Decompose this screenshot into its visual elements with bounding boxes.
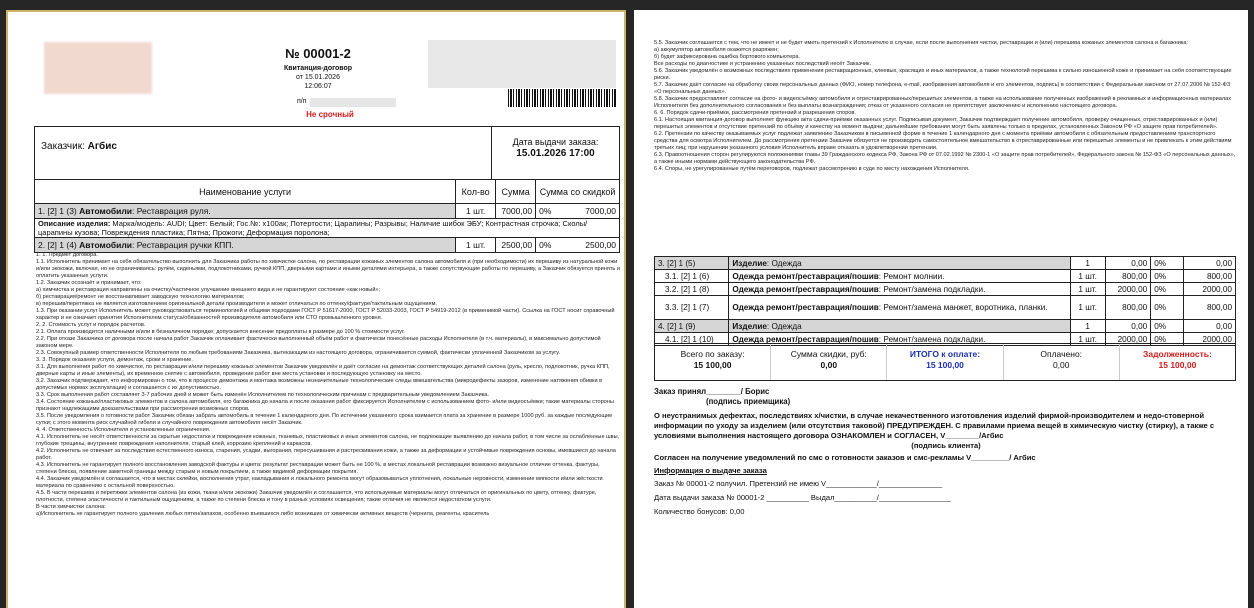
pct-cell: 0% [1151,296,1184,320]
row-category: Одежда ремонт/реставрация/пошив [732,284,879,294]
totals-box [654,343,1236,381]
terms-paragraph: 6.2. Претензии по качеству оказываемых услуг подлежат заявлению Заказчиком в письменной форме в течение 1 календарного дня с момента приёмки автомобиля с обязательным предоставлением транспортного средства для осмотра Исполнителем. До рассмотрения претензии Заказчик обязуется не производить самостоятельное вмешательство в отреставрированные или перешитые элементы и не привлекать к этим действиям третьих лиц; при нарушении указанного условия Исполнитель вправе отказать в удовлетворении претензии. [654,131,1232,151]
to-pay-cell [887,344,1003,380]
terms-paragraph: 2.1. Оплата производится наличными и/или в безналичном порядке; допускается внесение предоплаты в размере до 100 % стоимости услуг. [36,329,405,335]
bonus-line: Количество бонусов: 0,00 [654,507,745,516]
header-qty: Кол-во [456,180,496,204]
terms-paragraph: 3.3. Срок выполнения работ составляет 3-7 рабочих дней и может быть изменён Исполнителем по технологическим причинам с предварительным уведомлением Заказчика. [36,392,489,398]
terms-paragraph: Все расходы по диагностике и устранению указанных последствий несёт Заказчик. [654,61,872,67]
row-service: : Ремонт/замена манжет, воротника, планки. [878,302,1048,312]
terms-paragraph: 2.2. При отказе Заказчика от договора после начала работ Заказчик оплачивает фактически выполненный объём работ и фактически понесённые расходы Исполнителя (в т.ч. материалы), в максимально допустимой законом мере. [36,336,601,349]
contract-terms-page-2 [654,40,1236,173]
sum-cell: 800,00 [1105,270,1150,283]
discount-total: 2500,00 [585,240,616,250]
total-cell [655,344,771,380]
row-code-cell [655,283,729,296]
row-number: 3. [658,258,665,268]
service-name-cell [729,257,1070,270]
total-label: Всего по заказу: [680,349,745,359]
service-name-cell [35,238,456,253]
qty-cell: 1 [1070,320,1105,333]
row-code: [2] 1 (3) [47,206,77,216]
terms-paragraph: 5.6. Заказчик уведомлён о возможных последствиях применения реставрационных, клеевых, красящих и иных материалов, а также технологий перешива к сильно изношенной коже и принимает на себя соответствующие риски. [654,68,1232,81]
service-name-cell [729,320,1070,333]
item-description [35,219,620,238]
warning-text: О неустранимых дефектах, последствиях х/чистки, в случае некачественного изготовления изделий фирмой-производителем и недо-стоверной информации по уходу за изделием (или отсутствия таковой) ПРЕДУПРЕЖДЕН. С правилами приема вещей в химическую чистку (стирку), а также с условиями выполнения настоящего договора ОЗНАКОМЛЕН и СОГЛАСЕН, V________/Агбис [654,411,1215,440]
row-service: : Ремонт/замена подкладки. [878,334,986,344]
terms-paragraph: 2. 2. Стоимость услуг и порядок расчетов. [36,322,146,328]
services-table-2 [654,256,1236,346]
row-service: : Одежда [766,258,802,268]
terms-paragraph: 1.1. Исполнитель принимает на себя обязательство выполнить для Заказчика работы по химчистке салона, по реставрации кожаных элементов салона автомобиля и (при необходимости) их перешиву из натуральной кожи и/или экокожи, включая, но не ограничиваясь: рулём, сиденьями, подлокотниками, ручкой КПП, дверными картами и иными деталями интерьера, а также сопутствующие работы по перешиву, а Заказчик обязуется принять и оплатить указанные услуги. [36,259,621,279]
row-number: 3.3. [665,303,679,312]
service-name-cell [35,204,456,219]
paid-cell [1004,344,1120,380]
description-text: Марка/модель: AUDI; Цвет: Белый; Гос.№: x100ак; Потертости; Царапины; Разрывы; Наличие шибок ЭБУ; Контрастная строчка; Сколы/царапины кузова; Повреждения пластика; Пятна; Прожоги; Деформация поролона; [38,219,588,237]
sum-cell: 0,00 [1105,320,1150,333]
header-service: Наименование услуги [35,180,456,204]
terms-paragraph: а) аккумулятор автомобиля окажется разряжен; [654,47,779,53]
document-number: № 00001-2 [285,46,351,61]
table-row [655,296,1236,320]
terms-paragraph: 1. 1. Предмет договора. [36,252,98,258]
client-signature-label: (подпись клиента) [911,441,981,450]
row-category: Автомобили [79,240,132,250]
issue-date-label: Дата выдачи заказа: [512,137,599,147]
item-description-row [35,219,620,238]
row-code: [2] 1 (9) [667,321,696,331]
description-label: Описание изделия: [38,219,111,228]
row-service: : Ремонт молнии. [878,271,945,281]
services-table [34,179,620,253]
sum-cell: 800,00 [1105,296,1150,320]
row-category: Одежда ремонт/реставрация/пошив [732,271,879,281]
table-header-row [35,180,620,204]
receipt-page-2 [634,10,1248,608]
qty-cell: 1 шт. [1070,270,1105,283]
terms-paragraph: 1.2. Заказчик осознаёт и принимает, что: [36,280,142,286]
sum-cell: 0,00 [1105,257,1150,270]
sum-cell: 2000,00 [1105,283,1150,296]
pct-cell: 0% [1151,333,1184,346]
barcode [508,89,616,107]
pct-cell: 0% [1151,270,1184,283]
terms-paragraph: 6.3. Правоотношения сторон регулируются положениями главы 39 Гражданского кодекса РФ, Закона РФ от 07.02.1992 № 2300-1 «О защите прав потребителей», Федерального закона № 152-ФЗ «О персональных данных», а также иными нормами действующего законодательства РФ. [654,152,1236,165]
row-service: : Реставрация руля. [132,206,211,216]
terms-paragraph: 4.4. Заказчик уведомлён и соглашается, что в местах склейки, восполнения утрат, накладывания и локального ремонта могут образовываться уплотнения, локальные неровности, изменение мягкости и/или жёсткости материала по сравнению с остальной поверхностью. [36,476,603,489]
total-value: 15 100,00 [693,360,732,370]
np-label: п/п [297,98,307,105]
row-category: Изделие [732,258,767,268]
table-row [655,257,1236,270]
row-code: [2] 1 (10) [680,334,714,344]
header-sum: Сумма [496,180,536,204]
received-line: Заказ № 00001-2 получил. Претензий не имею V____________/_______________ [654,479,943,488]
discount-cell [536,204,620,219]
terms-paragraph: 3.4. Состояние кожаных/пластиковых элементов и салона автомобиля, его багажника до начала и после оказания работ фиксируется Исполнителем с использованием фото- и/или видеосъёмки; такие материалы стороны признают надлежащими доказательствами при рассмотрении возможных споров. [36,399,614,412]
customer-box [34,126,620,180]
terms-paragraph: 2.3. Совокупный размер ответственности Исполнителя по любым требованиям Заказчика, вытекающим из настоящего договора, ограничивается суммой, фактически уплаченной Заказчиком за услугу. [36,350,561,356]
sms-consent: Согласен на получение уведомлений по смс о готовности заказов и смс-рекламы V_________/ Агбис [654,453,1036,462]
pct-cell: 0% [1151,320,1184,333]
row-number: 2. [38,240,46,250]
receipt-page-1 [6,10,626,608]
total-cell: 2000,00 [1184,333,1236,346]
to-pay-value: 15 100,00 [926,360,964,370]
row-number: 1. [38,206,46,216]
to-pay-label: ИТОГО к оплате: [909,349,981,359]
total-cell: 2000,00 [1184,283,1236,296]
total-cell: 800,00 [1184,296,1236,320]
row-code: [2] 1 (8) [680,284,710,294]
paid-label: Оплачено: [1040,349,1083,359]
table-row [655,320,1236,333]
terms-paragraph: 3. 3. Порядок оказания услуги, демонтаж, сроки и хранение. [36,357,193,363]
terms-paragraph: в) перешив/перетяжка не является изготовлением оригинальной детали производителя и может отличаться по оттенку/фактуре/тактильным ощущениям. [36,301,437,307]
issue-date-value: 15.01.2026 17:00 [516,148,595,159]
row-service: : Ремонт/замена подкладки. [878,284,986,294]
row-service: : Реставрация ручки КПП. [132,240,234,250]
terms-paragraph: 1.3. При оказании услуг Исполнитель может руководствоваться терминологией и общими подходами ГОСТ Р 51617-2000, ГОСТ Р 52033-2003, ГОСТ Р 54919-2012 (в применимой части). Ссылка на ГОСТ носит справочный характер и не означает принятия Исполнителем статуса/обязанностей производителя автомобиля или СТО промышленного уровня. [36,308,615,321]
debt-value: 15 100,00 [1158,360,1197,370]
row-code-cell [655,320,729,333]
debt-label: Задолженность: [1143,349,1212,359]
service-name-cell [729,270,1070,283]
company-info-redacted [428,40,616,88]
table-row [655,270,1236,283]
terms-paragraph: 6.1. Настоящая квитанция-договор выполняет функцию акта сдачи-приёмки оказанных услуг. Подписывая документ, Заказчик подтверждает получение автомобиля, проверку очищенных, отреставрированных и (или) перешитых элементов и отсутствие претензий по объёму и качеству на момент выдачи; дальнейшие требования могут быть заявлены только в пределах, установленных Законом РФ «О защите прав потребителей». [654,117,1218,130]
document-date: от 15.01.2026 [296,74,340,81]
document-type: Квитанция-договор [283,65,353,72]
issue-date-line: Дата выдачи заказа № 00001-2 __________ Выдал__________/_________________ [654,493,951,502]
accepted-sub: (подпись приемщика) [706,397,791,406]
customer-label: Заказчик: [41,141,85,152]
urgency-label: Не срочный [306,110,354,119]
logo-redacted [44,42,152,94]
row-code: [2] 1 (4) [47,240,77,250]
row-code-cell [655,270,729,283]
row-service: : Одежда [766,321,802,331]
discount-pct: 0% [539,206,552,216]
terms-paragraph: 4.1. Исполнитель не несёт ответственности за скрытые недостатки и повреждения кожаных, тканевых, пластиковых и иных элементов салона, не подлежащие выявлению до начала работ, в том числе за ослабленные швы, глубокие трещины, внутренние повреждения наполнителя, старый клей, коррозию креплений и каркасов. [36,434,620,447]
terms-paragraph: б) реставрация/ремонт не восстанавливает заводскую технологию материалов; [36,294,245,300]
row-code-cell [655,257,729,270]
issue-info-heading: Информация о выдаче заказа [654,466,767,475]
discount-total: 7000,00 [585,206,616,216]
service-name-cell [729,283,1070,296]
total-cell: 0,00 [1184,320,1236,333]
customer-name: Агбис [87,141,117,152]
terms-paragraph: 3.1. Для выполнения работ по химчистке, по реставрации и/или перешиву кожаных элементов Заказчик уведомлён и даёт согласие на демонтаж соответствующих деталей салона (руль, кресло, подлокотник, ручка КПП, дверные карты и иные элементы), их временное снятие с автомобиля, проведение работ вне места установки и последующую установку на место. [36,364,610,377]
service-name-cell [729,296,1070,320]
terms-paragraph: 4.3. Исполнитель не гарантирует полного восстановления заводской фактуры и цвета: результат реставрации может быть не 100 %, в местах локальной реставрации возможно визуальное отличие оттенка, фактуры, степени блеска, появление заметной границы между старым и новым покрытием, а также видимой деформации покрытия. [36,462,600,475]
accepted-by: Заказ принял________/ Борис [654,387,770,396]
qty-cell: 1 шт. [1070,296,1105,320]
document-time: 12:06:07 [304,83,332,90]
table-row [655,283,1236,296]
row-number: 3.1. [665,271,679,281]
discount-cell [536,238,620,253]
terms-paragraph: 5.7. Заказчик даёт согласие на обработку своих персональных данных (ФИО, номер телефона, e-mail, изображения автомобиля и его элементов, подпись) в соответствии с Федеральным законом от 27.07.2006 № 152-ФЗ «О персональных данных». [654,82,1231,95]
terms-paragraph: 3.2. Заказчик подтверждает, что информирован о том, что в процессе демонтажа и монтажа возможны незначительные технологические следы вмешательства (микродефекты зазоров, изменение натяжения обивки в допустимых нормах эксплуатации) и соглашается с их допустимостью. [36,378,603,391]
debt-cell [1120,344,1235,380]
pct-cell: 0% [1151,283,1184,296]
terms-paragraph: б) будет зафиксирована ошибка бортового компьютера. [654,54,800,60]
row-code: [2] 1 (6) [680,271,710,281]
sum-cell: 7000,00 [496,204,536,219]
table-row [35,204,620,219]
sum-cell: 2500,00 [496,238,536,253]
row-category: Одежда ремонт/реставрация/пошив [732,334,879,344]
discount-value: 0,00 [820,360,838,370]
row-number: 4. [658,321,665,331]
np-redacted [310,98,396,107]
qty-cell: 1 шт. [1070,283,1105,296]
terms-paragraph: 6.4. Споры, не урегулированные путём переговоров, подлежат рассмотрению в суде по месту нахождения Исполнителя. [654,166,970,172]
discount-total-cell [771,344,887,380]
row-category: Одежда ремонт/реставрация/пошив [732,302,879,312]
terms-paragraph: а)Исполнитель не гарантирует полного удаления любых пятен/запахов, особенно въевшихся либо возникших от химически активных веществ (чернила, реагенты, краситель [36,511,490,517]
total-cell: 0,00 [1184,257,1236,270]
paid-value: 0,00 [1052,360,1070,370]
header-discount-sum: Сумма со скидкой [536,180,620,204]
row-category: Изделие [732,321,767,331]
terms-paragraph: 4.2. Исполнитель не отвечает за последствия естественного износа, старения, усадки, выгорания, пересушивания и растрескивания кожи, а также за деформации и устойчивые повреждения основы, имевшиеся до начала работ. [36,448,616,461]
terms-paragraph: а) химчистка и реставрация направлены на очистку/частичное улучшение внешнего вида и не гарантируют состояние «как новый»; [36,287,381,293]
terms-paragraph: 4. 4. Ответственность Исполнителя и установленные ограничения. [36,427,211,433]
discount-label: Сумма скидки, руб: [790,349,867,359]
issue-date-box [491,127,619,179]
qty-cell: 1 шт. [1070,333,1105,346]
document-header [238,46,398,91]
terms-paragraph: 6. 6. Порядок сдачи-приёмки, рассмотрения претензий и разрешения споров. [654,110,856,116]
terms-paragraph: 4.5. В части перешива и перетяжки элементов салона (из кожи, ткани и/или экокожи) Заказчик уведомлён и соглашается, что используемые материалы могут отличаться от оригинальных по цвету, оттенку, фактуре, плотности, степени эластичности и тактильным ощущениям, а также по степени блеска и тону в разных условиях освещения; такие отличия не являются недостатком услуги. [36,490,597,503]
customer-line [41,141,117,152]
row-number: 4.1. [665,334,679,344]
row-number: 3.2. [665,284,679,294]
terms-paragraph: 3.5. После уведомления о готовности работ Заказчик обязан забрать автомобиль в течение 1 календарного дня. По истечении указанного срока взимается плата за хранение в размере 1000 руб. за каждые последующие сутки; с этого момента риск случайной гибели и случайного повреждения автомобиля несёт Заказчик. [36,413,613,426]
terms-paragraph: 5.8. Заказчик предоставляет согласие на фото- и видеосъёмку автомобиля и отреставрированных/перешитых элементов, а также на использование полученных изображений в рекламных и информационных материалах Исполнителя без дополнительного согласования и без выплаты вознаграждения; отказ от указанного согласия не препятствует заключению и исполнению настоящего договора. [654,96,1232,109]
pct-cell: 0% [1151,257,1184,270]
table-row [35,238,620,253]
qty-cell: 1 шт. [456,238,496,253]
sum-cell: 2000,00 [1105,333,1150,346]
qty-cell: 1 шт. [456,204,496,219]
terms-paragraph: В части химчистки салона: [36,504,106,510]
qty-cell: 1 [1070,257,1105,270]
signature-block [654,387,1238,407]
total-cell: 800,00 [1184,270,1236,283]
row-code-cell [655,296,729,320]
row-category: Автомобили [79,206,132,216]
row-code: [2] 1 (7) [680,303,710,312]
contract-terms-page-1 [36,252,620,518]
terms-paragraph: 5.5. Заказчик соглашается с тем, что не имеет и не будет иметь претензий к Исполнителю в случае, если после выполнения чистки, реставрации и (или) перешива кожаных элементов салона и багажника: [654,40,1189,46]
row-code: [2] 1 (5) [667,258,696,268]
discount-pct: 0% [539,240,552,250]
